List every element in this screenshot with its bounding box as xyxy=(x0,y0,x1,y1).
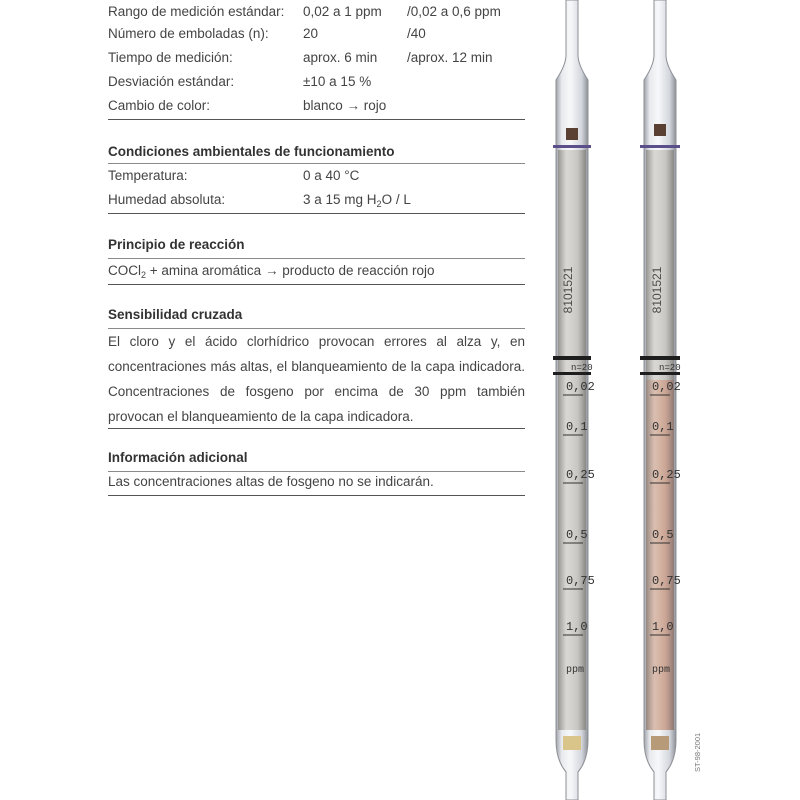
reaction-formula-text xyxy=(108,259,435,283)
humidity-post: O / L xyxy=(381,192,411,207)
tube-nmark-right: n=20 xyxy=(659,363,681,373)
spec-value-alt: /aprox. 12 min xyxy=(407,50,493,65)
cross-sensitivity-heading: Sensibilidad cruzada xyxy=(108,307,243,322)
section-divider xyxy=(108,213,525,214)
scale-label-left-2: 0,25 xyxy=(566,468,595,482)
scale-label-right-4: 0,75 xyxy=(652,574,681,588)
spec-label: Tiempo de medición: xyxy=(108,50,233,65)
section-divider xyxy=(108,495,525,496)
tube-serial-left: 8101521 xyxy=(561,266,575,314)
scale-unit-right: ppm xyxy=(652,665,671,676)
spec-value-alt: /40 xyxy=(407,26,426,41)
conditions-heading: Condiciones ambientales de funcionamiento xyxy=(108,144,395,159)
cross-sensitivity-text: El cloro y el ácido clorhídrico provocan errores al alza y, en concentraciones más altas, el blanqueamiento de la capa indicadora. Concentraciones de fosgeno por encima de 30 ppm también provocan el blanqueamiento de la capa indicadora. xyxy=(108,334,525,424)
condition-value xyxy=(303,188,411,212)
section-divider xyxy=(108,284,525,285)
reaction-heading: Principio de reacción xyxy=(108,237,245,252)
additional-info-heading: Información adicional xyxy=(108,450,248,465)
formula-post: + amina aromática → producto de reacción rojo xyxy=(146,263,435,278)
scale-label-right-0: 0,02 xyxy=(652,380,681,394)
condition-label: Temperatura: xyxy=(108,168,188,183)
spec-label: Número de emboladas (n): xyxy=(108,26,269,41)
scale-label-right-2: 0,25 xyxy=(652,468,681,482)
scale-label-left-3: 0,5 xyxy=(566,528,588,542)
condition-value: 0 a 40 °C xyxy=(303,168,360,183)
scale-label-left-0: 0,02 xyxy=(566,380,595,394)
spec-label: Desviación estándar: xyxy=(108,74,235,89)
scale-unit-left: ppm xyxy=(566,665,585,676)
tube-nmark-left: n=20 xyxy=(571,363,593,373)
condition-label: Humedad absoluta: xyxy=(108,192,226,207)
scale-label-left-5: 1,0 xyxy=(566,620,588,634)
tube-serial-right: 8101521 xyxy=(650,266,664,314)
humidity-pre: 3 a 15 mg H xyxy=(303,192,377,207)
detector-tubes-illustration xyxy=(530,0,700,800)
spec-value: aprox. 6 min xyxy=(303,50,378,65)
additional-info-value: Las concentraciones altas de fosgeno no se indicarán. xyxy=(108,474,434,489)
scale-label-left-1: 0,1 xyxy=(566,420,588,434)
spec-value: 0,02 a 1 ppm xyxy=(303,4,382,19)
tube-used xyxy=(640,0,680,800)
image-code: ST-98-2001 xyxy=(693,732,702,772)
spec-label: Cambio de color: xyxy=(108,98,211,113)
spec-value: ±10 a 15 % xyxy=(303,74,372,89)
tube-new xyxy=(553,0,591,800)
humidity-sub: 2 xyxy=(376,199,382,209)
spec-value-alt: /0,02 a 0,6 ppm xyxy=(407,4,501,19)
formula-pre: COCl xyxy=(108,263,141,278)
spec-value: blanco → rojo xyxy=(303,98,387,113)
scale-label-right-5: 1,0 xyxy=(652,620,674,634)
spec-label: Rango de medición estándar: xyxy=(108,4,285,19)
scale-label-left-4: 0,75 xyxy=(566,574,595,588)
scale-label-right-3: 0,5 xyxy=(652,528,674,542)
section-divider xyxy=(108,428,525,429)
scale-label-right-1: 0,1 xyxy=(652,420,674,434)
section-divider xyxy=(108,119,525,120)
spec-value: 20 xyxy=(303,26,319,41)
formula-sub: 2 xyxy=(141,270,147,280)
